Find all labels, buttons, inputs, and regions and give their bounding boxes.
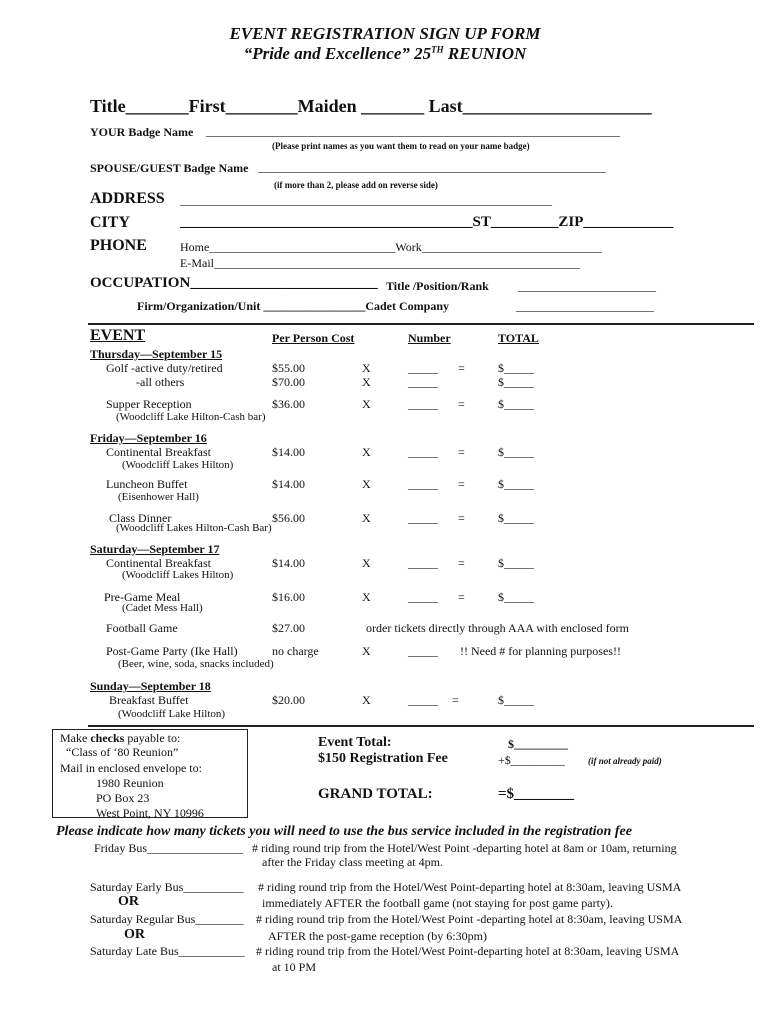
spouse-badge-note: (if more than 2, please add on reverse side) — [274, 180, 438, 190]
saturday-regular-bus-text-2: AFTER the post-game reception (by 6:30pm) — [268, 929, 487, 943]
or-separator: OR — [118, 894, 139, 909]
event-name: Continental Breakfast — [106, 445, 211, 459]
equals-sign: = — [458, 511, 465, 525]
registration-fee-note: (if not already paid) — [588, 756, 662, 766]
event-number-field[interactable]: _____ — [408, 477, 438, 491]
event-number-field[interactable]: _____ — [408, 556, 438, 570]
event-total-field[interactable]: $_____ — [498, 693, 534, 707]
saturday-early-bus-text: # riding round trip from the Hotel/West Point-departing hotel at 8:30am, leaving USMA — [258, 880, 682, 894]
badge-name-label: YOUR Badge Name — [90, 125, 194, 139]
event-cost: $14.00 — [272, 556, 305, 570]
friday-bus-text: # riding round trip from the Hotel/West Point -departing hotel at 8am or 10am, returning — [252, 841, 677, 855]
event-name: Luncheon Buffet — [106, 477, 188, 491]
event-location: (Woodcliff Lake Hilton-Cash bar) — [116, 411, 266, 423]
payment-line-6: West Point, NY 10996 — [96, 806, 204, 820]
event-cost: no charge — [272, 644, 319, 658]
payment-line-1 — [60, 731, 180, 746]
multiply-sign: X — [362, 590, 371, 604]
payment-line-4: 1980 Reunion — [96, 776, 164, 790]
name-line[interactable]: Title_______First________Maiden _______ Last_____________________ — [90, 96, 652, 116]
event-number-field[interactable]: _____ — [408, 397, 438, 411]
equals-sign: = — [458, 590, 465, 604]
event-total-field[interactable]: $_____ — [498, 397, 534, 411]
event-cost: $55.00 — [272, 361, 305, 375]
event-column-header: EVENT — [90, 327, 146, 344]
multiply-sign: X — [362, 693, 371, 707]
multiply-sign: X — [362, 556, 371, 570]
friday-bus-field[interactable]: Friday Bus________________ — [94, 841, 244, 855]
saturday-regular-bus-field[interactable]: Saturday Regular Bus________ — [90, 912, 244, 926]
event-name: Football Game — [106, 621, 178, 635]
event-location: (Woodcliff Lakes Hilton-Cash Bar) — [116, 522, 272, 534]
cadet-company-blank[interactable]: _______________________ — [516, 299, 654, 313]
city-label: CITY — [90, 214, 131, 231]
address-label: ADDRESS — [90, 190, 165, 207]
event-total-field[interactable]: $_____ — [498, 590, 534, 604]
event-number-field[interactable]: _____ — [408, 693, 438, 707]
occupation-field[interactable]: OCCUPATION_________________________ — [90, 275, 378, 291]
multiply-sign: X — [362, 445, 371, 459]
event-cost: $36.00 — [272, 397, 305, 411]
address-field[interactable]: ______________________________________________________________ — [180, 193, 552, 207]
subtitle-sup: TH — [431, 44, 444, 55]
event-number-field[interactable]: _____ — [408, 590, 438, 604]
event-number-field[interactable]: _____ — [408, 361, 438, 375]
divider-bottom — [88, 725, 754, 727]
event-name: Pre-Game Meal — [104, 590, 181, 604]
saturday-regular-bus-text: # riding round trip from the Hotel/West Point -departing hotel at 8:30am, leaving USMA — [256, 912, 683, 926]
subtitle-main: “Pride and Excellence” 25 — [243, 44, 432, 63]
total-column-header: TOTAL — [498, 331, 539, 345]
event-cost: $56.00 — [272, 511, 305, 525]
event-cost: $70.00 — [272, 375, 305, 389]
subtitle-end: REUNION — [443, 44, 527, 63]
multiply-sign: X — [362, 375, 371, 389]
event-name: Post-Game Party (Ike Hall) — [106, 644, 238, 658]
number-column-header: Number — [408, 331, 451, 345]
spouse-badge-label: SPOUSE/GUEST Badge Name — [90, 161, 249, 175]
title-rank-label: Title /Position/Rank — [386, 279, 489, 293]
email-field[interactable]: E-Mail_____________________________________________________________ — [180, 256, 580, 270]
event-number-field[interactable]: _____ — [408, 445, 438, 459]
day-heading-friday: Friday—September 16 — [90, 431, 207, 445]
payment-line-5: PO Box 23 — [96, 791, 150, 805]
equals-sign: = — [458, 397, 465, 411]
multiply-sign: X — [362, 397, 371, 411]
football-note: order tickets directly through AAA with enclosed form — [366, 621, 629, 635]
event-total-field[interactable]: $_____ — [498, 556, 534, 570]
bus-heading: Please indicate how many tickets you will need to use the bus service included in the registration fee — [56, 824, 632, 839]
event-number-field[interactable]: _____ — [408, 644, 438, 658]
event-total-field[interactable]: $_____ — [498, 445, 534, 459]
title-rank-field[interactable]: _______________________ — [518, 279, 656, 293]
phone-label: PHONE — [90, 237, 147, 254]
event-total-blank[interactable]: $_________ — [508, 737, 568, 751]
event-cost: $14.00 — [272, 445, 305, 459]
event-total-field[interactable]: $_____ — [498, 375, 534, 389]
cost-column-header: Per Person Cost — [272, 331, 355, 345]
city-st-zip-field[interactable]: _______________________________________ST_________ZIP____________ — [180, 214, 674, 230]
grand-total-label: GRAND TOTAL: — [318, 786, 433, 802]
saturday-late-bus-text-2: at 10 PM — [272, 960, 317, 974]
event-total-label: Event Total: — [318, 735, 392, 750]
event-cost: $20.00 — [272, 693, 305, 707]
event-location: (Cadet Mess Hall) — [122, 602, 203, 614]
event-name: -all others — [136, 375, 185, 389]
equals-sign: = — [458, 477, 465, 491]
badge-name-field[interactable]: _____________________________________________________________________ — [206, 124, 620, 138]
multiply-sign: X — [362, 361, 371, 375]
event-number-field[interactable]: _____ — [408, 511, 438, 525]
event-total-field[interactable]: $_____ — [498, 361, 534, 375]
event-cost: $27.00 — [272, 621, 305, 635]
payment-line-3: Mail in enclosed envelope to: — [60, 761, 202, 775]
event-name: Supper Reception — [106, 397, 192, 411]
form-subtitle — [0, 44, 770, 64]
friday-bus-text-2: after the Friday class meeting at 4pm. — [262, 855, 443, 869]
multiply-sign: X — [362, 477, 371, 491]
payment-text-bold: checks — [90, 731, 125, 745]
event-location: (Woodcliff Lake Hilton) — [118, 708, 226, 720]
equals-sign: = — [458, 445, 465, 459]
event-total-field[interactable]: $_____ — [498, 511, 534, 525]
event-number-field[interactable]: _____ — [408, 375, 438, 389]
saturday-early-bus-field[interactable]: Saturday Early Bus__________ — [90, 880, 244, 894]
multiply-sign: X — [362, 511, 371, 525]
spouse-badge-field[interactable]: __________________________________________________________ — [258, 160, 606, 174]
saturday-late-bus-field[interactable]: Saturday Late Bus___________ — [90, 944, 245, 958]
event-location: (Woodcliff Lakes Hilton) — [122, 459, 234, 471]
registration-fee-blank[interactable]: +$_________ — [498, 753, 565, 767]
event-location: (Eisenhower Hall) — [118, 491, 199, 503]
home-work-phone-field[interactable]: Home_______________________________Work______________________________ — [180, 240, 602, 254]
day-heading-sunday: Sunday—September 18 — [90, 679, 211, 693]
grand-total-blank[interactable]: =$________ — [498, 786, 575, 802]
equals-sign: = — [458, 361, 465, 375]
saturday-early-bus-text-2: immediately AFTER the football game (not staying for post game party). — [262, 896, 613, 910]
day-heading-thursday: Thursday—September 15 — [90, 347, 223, 361]
event-location: (Woodcliff Lakes Hilton) — [122, 569, 234, 581]
registration-fee-label: $150 Registration Fee — [318, 751, 448, 766]
divider-top — [88, 323, 754, 325]
or-separator: OR — [124, 927, 145, 942]
event-location: (Beer, wine, soda, snacks included) — [118, 658, 274, 670]
day-heading-saturday: Saturday—September 17 — [90, 542, 220, 556]
saturday-late-bus-text: # riding round trip from the Hotel/West Point-departing hotel at 8:30am, leaving USMA — [256, 944, 680, 958]
payment-text: payable to: — [124, 731, 181, 745]
badge-name-note: (Please print names as you want them to read on your name badge) — [272, 141, 530, 151]
event-name: Golf -active duty/retired — [106, 361, 223, 375]
firm-cadet-company-field[interactable]: Firm/Organization/Unit _________________Cadet Company — [137, 299, 449, 313]
event-name: Continental Breakfast — [106, 556, 211, 570]
multiply-sign: X — [362, 644, 371, 658]
event-total-field[interactable]: $_____ — [498, 477, 534, 491]
event-cost: $16.00 — [272, 590, 305, 604]
payment-line-2: “Class of ‘80 Reunion” — [66, 745, 179, 759]
postgame-note: !! Need # for planning purposes!! — [460, 644, 621, 658]
equals-sign: = — [452, 693, 459, 707]
event-name: Class Dinner — [109, 511, 172, 525]
event-cost: $14.00 — [272, 477, 305, 491]
payment-text: Make — [60, 731, 91, 745]
event-name: Breakfast Buffet — [109, 693, 189, 707]
form-title: EVENT REGISTRATION SIGN UP FORM — [229, 24, 541, 43]
equals-sign: = — [458, 556, 465, 570]
